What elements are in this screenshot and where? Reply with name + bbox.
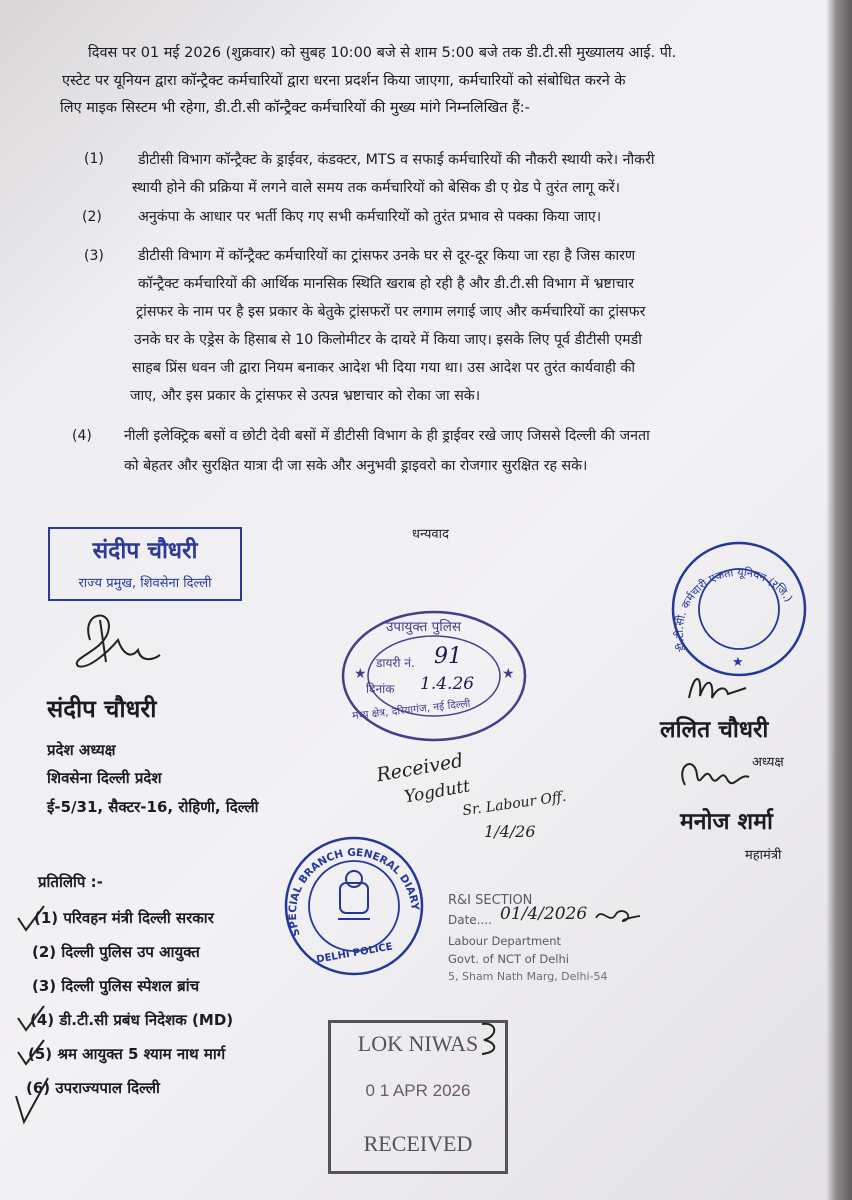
- police-diary-value: 91: [434, 644, 462, 669]
- received-note-line-3: Sr. Labour Off.: [461, 788, 568, 820]
- ri-line-3: 5, Sham Nath Marg, Delhi-54: [448, 970, 608, 983]
- ri-date-label: Date....: [448, 913, 492, 927]
- union-role-1: अध्यक्ष: [752, 755, 784, 770]
- demand-4-number: (4): [72, 428, 92, 444]
- demand-2-line-1: अनुकंपा के आधार पर भर्ती किए गए सभी कर्मचारियों को तुरंत प्रभाव से पक्का किया जाए।: [138, 209, 602, 225]
- lok-stamp-date: 0 1 APR 2026: [365, 1081, 471, 1100]
- demand-3-line-1: डीटीसी विभाग में कॉन्ट्रैक्ट कर्मचारियों का ट्रांसफर उनके घर से दूर-दूर किया जा रहा है जिस कारण: [138, 248, 636, 264]
- demand-3-line-3: ट्रांसफर के नाम पर है इस प्रकार के बेतुके ट्रांसफरों पर लगाम लगाई जाए और कर्मचारियों का ट्रांसफर: [136, 304, 646, 320]
- paper-edge-shadow: [826, 0, 852, 1200]
- ri-line-1: Labour Department: [448, 934, 562, 948]
- sender-address: ई-5/31, सैक्टर-16, रोहिणी, दिल्ली: [47, 798, 259, 816]
- demand-4-line-2: को बेहतर और सुरक्षित यात्रा दी जा सके और अनुभवी ड्राइवरो का रोजगार सुरक्षित रह सके।: [124, 458, 588, 474]
- ri-date-value: 01/4/2026: [500, 904, 588, 924]
- sb-stamp-ring-text: SPECIAL BRANCH GENERAL DIARY: [286, 846, 421, 938]
- sender-name: संदीप चौधरी: [47, 695, 157, 723]
- union-signature-1: [684, 668, 754, 708]
- union-signature-2: [675, 755, 755, 800]
- svg-text:★: ★: [732, 655, 744, 670]
- police-diary-label: डायरी नं.: [376, 656, 415, 670]
- sender-designation: प्रदेश अध्यक्ष: [47, 741, 116, 759]
- police-date-value: 1.4.26: [420, 674, 475, 694]
- copy-item-1: (1) परिवहन मंत्री दिल्ली सरकार: [34, 909, 214, 927]
- demand-1-line-2: स्थायी होने की प्रक्रिया में लगने वाले समय तक कर्मचारियों को बेसिक डी ए ग्रेड पे तुरंत लागू करें।: [132, 180, 621, 196]
- demand-3-line-6: जाए, और इस प्रकार के ट्रांसफर से उत्पन्न भ्रष्टाचार को रोका जा सके।: [130, 388, 481, 404]
- demand-1-number: (1): [84, 151, 104, 167]
- demand-3-line-5: साहब प्रिंस धवन जी द्वारा नियम बनाकर आदेश भी दिया गया था। उस आदेश पर तुरंत कार्यवाही की: [132, 360, 635, 376]
- union-stamp-ring: [668, 540, 810, 678]
- sender-name-stamp: [48, 527, 242, 601]
- union-stamp-ring-text: डी.टी.सी. कर्मचारी एकता यूनियन (रजि.): [672, 565, 796, 653]
- sender-org: शिवसेना दिल्ली प्रदेश: [47, 769, 162, 787]
- sb-stamp-bottom: DELHI POLICE: [315, 941, 394, 966]
- intro-line-3: लिए माइक सिस्टम भी रहेगा, डी.टी.सी कॉन्ट्रैक्ट कर्मचारियों की मुख्य मांगे निम्नलिखित हैं:-: [60, 100, 530, 116]
- lok-stamp-mark: [476, 1018, 506, 1058]
- copies-heading: प्रतिलिपि :-: [38, 873, 103, 891]
- union-signer-1: ललित चौधरी: [660, 717, 769, 743]
- intro-line-1: दिवस पर 01 मई 2026 (शुक्रवार) को सुबह 10:00 बजे से शाम 5:00 बजे तक डी.टी.सी मुख्यालय आई. पी.: [88, 45, 677, 61]
- copy-item-2: (2) दिल्ली पुलिस उप आयुक्त: [32, 943, 200, 961]
- svg-text:★: ★: [354, 666, 367, 682]
- copy-tick-marks: [14, 900, 54, 1130]
- police-stamp-bottom: मध्य क्षेत्र, दरियागंज, नई दिल्ली: [351, 697, 471, 723]
- demand-4-line-1: नीली इलेक्ट्रिक बसों व छोटी देवी बसों में डीटीसी विभाग के ही ड्राईवर रखे जाए जिससे दिल्ली की जनता: [124, 428, 650, 444]
- lok-stamp-top: LOK NIWAS: [357, 1031, 479, 1056]
- demand-3-line-4: उनके घर के एड्रेस के हिसाब से 10 किलोमीटर के दायरे में किया जाए। इसके लिए पूर्व डीटीसी एमडी: [134, 332, 642, 348]
- thanks-text: धन्यवाद: [412, 527, 449, 542]
- lok-stamp-bottom: RECEIVED: [363, 1131, 473, 1156]
- union-role-2: महामंत्री: [745, 848, 782, 863]
- demand-2-number: (2): [82, 209, 102, 225]
- intro-line-2: एस्टेट पर यूनियन द्वारा कॉन्ट्रैक्ट कर्मचारियों द्वारा धरना प्रदर्शन किया जाएगा, कर्मचारियों को संबोधित करने के: [62, 73, 626, 89]
- sender-signature: [60, 600, 170, 680]
- ri-initials-signature: [594, 904, 644, 928]
- union-signer-2: मनोज शर्मा: [680, 809, 773, 835]
- svg-text:डी.टी.सी. कर्मचारी एकता यूनियन: [673, 566, 795, 654]
- svg-text:★: ★: [502, 666, 515, 682]
- copy-item-5: (5) श्रम आयुक्त 5 श्याम नाथ मार्ग: [28, 1045, 226, 1063]
- received-note-line-2: Yogdutt: [402, 776, 472, 808]
- copy-item-6: (6) उपराज्यपाल दिल्ली: [26, 1079, 160, 1097]
- ri-title: R&I SECTION: [448, 893, 533, 908]
- stamp-subtitle: राज्य प्रमुख, शिवसेना दिल्ली: [78, 576, 212, 591]
- police-date-label: दिनांक: [366, 682, 395, 696]
- demand-3-number: (3): [84, 248, 104, 264]
- received-note-line-1: Received: [374, 749, 465, 787]
- police-stamp-top: उपायुक्त पुलिस: [386, 619, 462, 635]
- demand-1-line-1: डीटीसी विभाग कॉन्ट्रैक्ट के ड्राईवर, कंडक्टर, MTS व सफाई कर्मचारियों की नौकरी स्थायी करे। नौकरी: [138, 152, 655, 168]
- copy-item-4: (4) डी.टी.सी प्रबंध निदेशक (MD): [30, 1011, 234, 1029]
- received-note-line-4: 1/4/26: [484, 822, 536, 841]
- ri-line-2: Govt. of NCT of Delhi: [448, 952, 569, 966]
- copy-item-3: (3) दिल्ली पुलिस स्पेशल ब्रांच: [32, 977, 200, 995]
- national-emblem-icon: [338, 871, 370, 919]
- stamp-name: संदीप चौधरी: [92, 538, 198, 564]
- demand-3-line-2: कॉन्ट्रैक्ट कर्मचारियों की आर्थिक मानसिक स्थिति खराब हो रही है और डी.टी.सी विभाग में भ्रष्टाचार: [138, 276, 635, 292]
